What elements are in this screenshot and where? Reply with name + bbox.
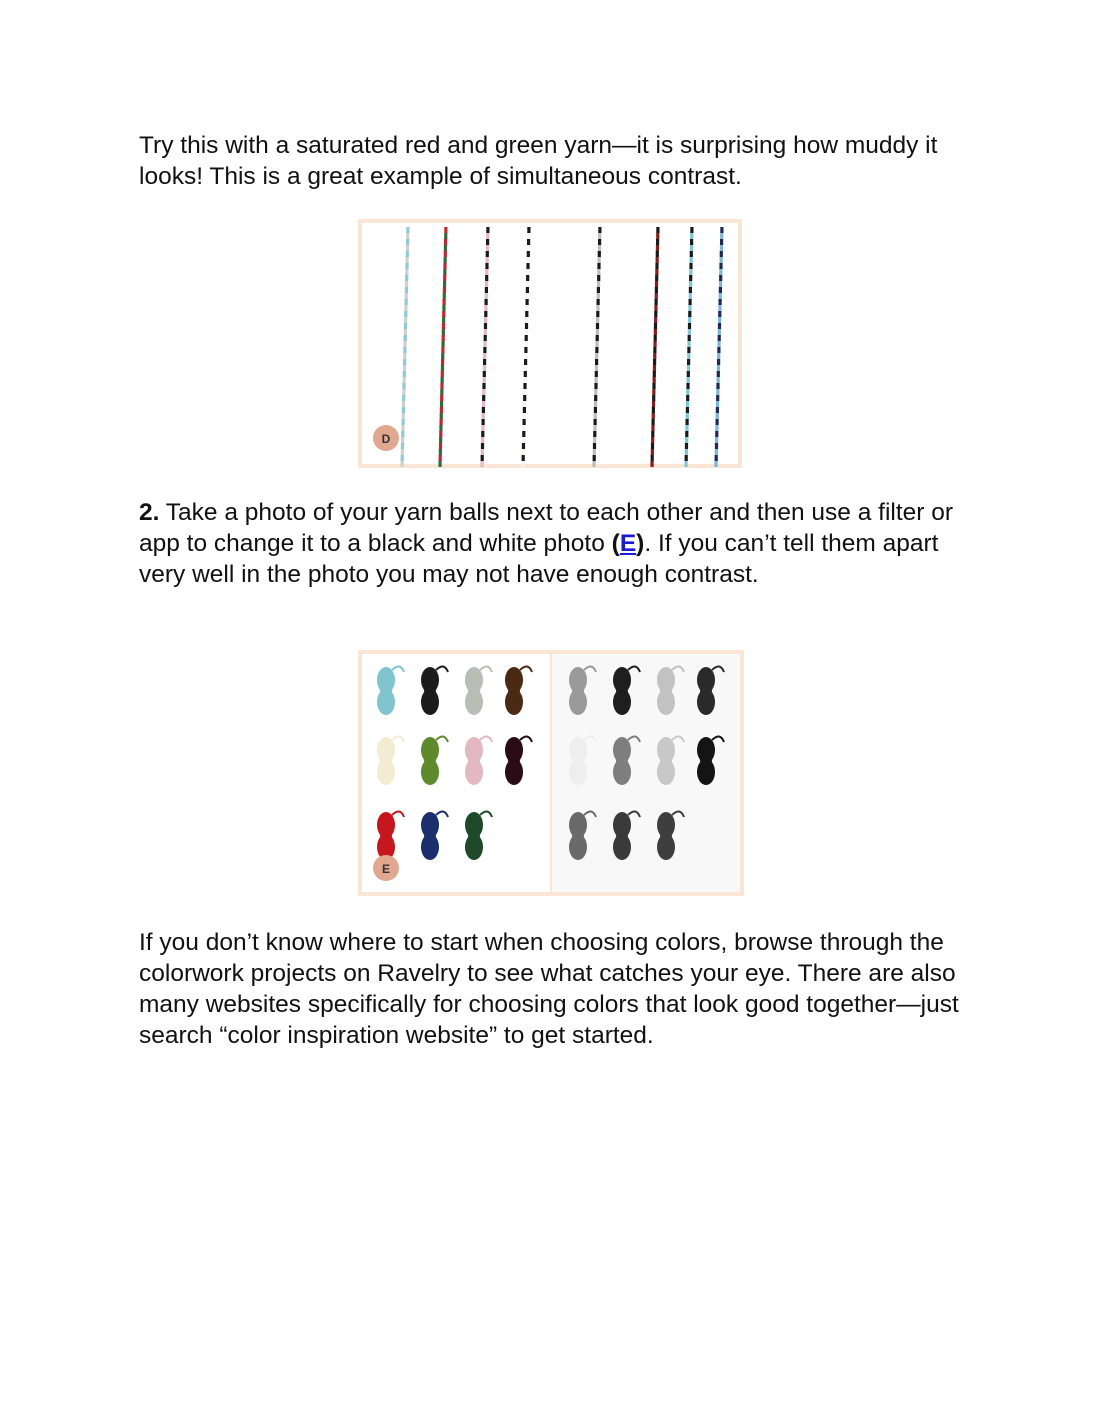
- figure-d-twisted-strands: [358, 219, 742, 468]
- figure-e-yarn-skeins: [358, 650, 744, 896]
- figure-e-link[interactable]: E: [619, 530, 637, 557]
- figure-ref-close: ): [636, 530, 645, 557]
- intro-paragraph: Try this with a saturated red and green yarn—it is surprising how muddy it looks! This is a great example of simultaneous contrast.: [139, 132, 938, 190]
- closing-paragraph: If you don’t know where to start when choosing colors, browse through the colorwork projects on Ravelry to see what catches your eye. There are also many websites specifically for choosing colors that look good together—just search “color inspiration website” to get started.: [139, 929, 959, 1049]
- figure-ref-open: (: [611, 530, 620, 557]
- step-2-text-b: . If you can’t tell them apart very well in the photo you may not have enough contrast.: [139, 530, 939, 588]
- step-2-text-a: Take a photo of your yarn balls next to each other and then use a filter or app to change it to a black and white photo: [139, 499, 954, 557]
- step-number: 2.: [139, 499, 160, 526]
- figure-d-badge-label: D: [381, 432, 391, 446]
- skeins-photo: [358, 650, 744, 896]
- strands-photo: [358, 219, 742, 468]
- step-2-paragraph: [139, 497, 969, 590]
- figure-e-badge-label: E: [381, 862, 391, 876]
